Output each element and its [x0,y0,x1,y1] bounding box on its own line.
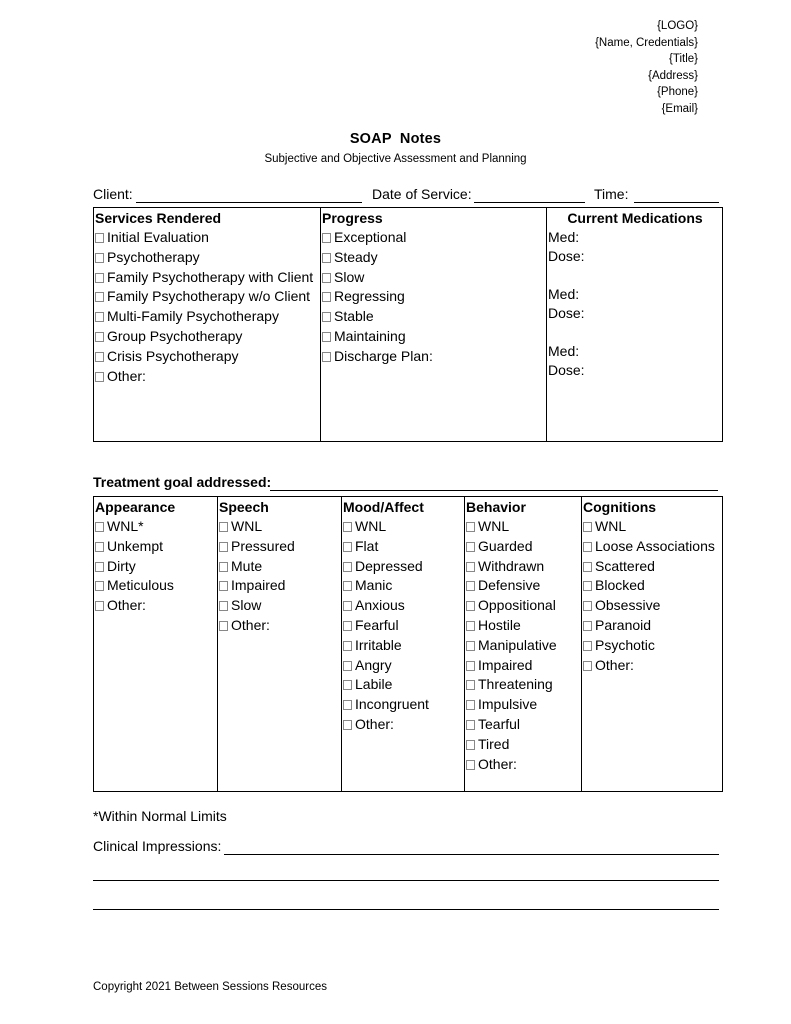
checkbox-icon[interactable] [343,641,352,651]
checkbox-icon[interactable] [343,601,352,611]
checkbox-item[interactable]: Guarded [466,537,581,557]
client-info-line [93,184,721,206]
impressions-continuation-line[interactable] [93,880,719,881]
checkbox-item[interactable]: Mute [219,557,341,577]
checkbox-icon[interactable] [322,233,331,243]
checkbox-icon[interactable] [343,720,352,730]
checkbox-item[interactable]: WNL* [95,517,217,537]
checkbox-item[interactable]: Angry [343,656,464,676]
checkbox-icon[interactable] [343,562,352,572]
checkbox-icon[interactable] [466,641,475,651]
page-title: SOAP Notes [349,131,442,147]
clinical-impressions-label: Clinical Impressions: [93,838,222,854]
checkbox-item[interactable]: Family Psychotherapy w/o Client [95,287,320,307]
checkbox-icon[interactable] [583,621,592,631]
medications-heading: Current Medications [567,210,703,226]
checkbox-item[interactable]: Hostile [466,616,581,636]
date-of-service-field[interactable] [474,202,585,203]
checkbox-icon[interactable] [219,601,228,611]
clinical-impressions-field[interactable] [224,854,719,855]
checkbox-item[interactable]: Irritable [343,636,464,656]
checkbox-icon[interactable] [219,562,228,572]
copyright-notice: Copyright 2021 Between Sessions Resources [93,981,327,993]
phone-placeholder: {Phone} [657,86,698,99]
checkbox-icon[interactable] [95,522,104,532]
checkbox-icon[interactable] [466,760,475,770]
checkbox-item[interactable]: Oppositional [466,596,581,616]
checkbox-item[interactable]: WNL [219,517,341,537]
med-label[interactable]: Med: [548,286,580,302]
checkbox-icon[interactable] [95,312,104,322]
checkbox-item[interactable]: Regressing [322,287,546,307]
checkbox-item[interactable]: Dirty [95,557,217,577]
practitioner-header [595,18,698,118]
checkbox-icon[interactable] [466,581,475,591]
checkbox-item[interactable]: Multi-Family Psychotherapy [95,307,320,327]
checkbox-icon[interactable] [95,372,104,382]
med-label[interactable]: Med: [548,229,580,245]
email-placeholder: {Email} [661,102,698,115]
checkbox-icon[interactable] [322,292,331,302]
impressions-continuation-line[interactable] [93,909,719,910]
checkbox-item[interactable]: Flat [343,537,464,557]
checkbox-item[interactable]: Steady [322,248,546,268]
checkbox-icon[interactable] [343,581,352,591]
name-credentials-placeholder: {Name, Credentials} [595,36,698,49]
checkbox-item[interactable]: WNL [583,517,722,537]
checkbox-item[interactable]: Manic [343,576,464,596]
checkbox-icon[interactable] [466,562,475,572]
checkbox-icon[interactable] [95,292,104,302]
services-heading: Services Rendered [95,210,222,226]
checkbox-icon[interactable] [466,661,475,671]
progress-heading: Progress [322,210,383,226]
checkbox-item[interactable]: WNL [343,517,464,537]
date-of-service-label: Date of Service: [372,186,472,202]
checkbox-item[interactable]: Blocked [583,576,722,596]
checkbox-icon[interactable] [95,581,104,591]
checkbox-item[interactable]: Defensive [466,576,581,596]
checkbox-icon[interactable] [466,720,475,730]
checkbox-item[interactable]: Psychotic [583,636,722,656]
checkbox-item[interactable]: Paranoid [583,616,722,636]
checkbox-item[interactable]: Meticulous [95,576,217,596]
treatment-goal-line [93,472,721,494]
checkbox-item[interactable]: Slow [322,268,546,288]
services-table [93,207,723,442]
checkbox-icon[interactable] [322,273,331,283]
checkbox-icon[interactable] [322,352,331,362]
cognitions-heading: Cognitions [583,499,657,515]
checkbox-icon[interactable] [466,542,475,552]
checkbox-item[interactable]: Other: [343,715,464,735]
checkbox-icon[interactable] [466,700,475,710]
checkbox-icon[interactable] [95,233,104,243]
checkbox-item[interactable]: Other: [95,596,217,616]
appearance-heading: Appearance [95,499,176,515]
checkbox-icon[interactable] [583,522,592,532]
clinical-impressions-line [93,836,721,858]
checkbox-item[interactable]: Maintaining [322,327,546,347]
checkbox-item[interactable]: Exceptional [322,228,546,248]
medications-column [547,208,723,442]
checkbox-item[interactable]: Impulsive [466,695,581,715]
checkbox-item[interactable]: Other: [219,616,341,636]
checkbox-item[interactable]: Group Psychotherapy [95,327,320,347]
progress-column [321,208,547,442]
checkbox-item[interactable]: Initial Evaluation [95,228,320,248]
checkbox-item[interactable]: Scattered [583,557,722,577]
checkbox-icon[interactable] [95,601,104,611]
checkbox-item[interactable]: Discharge Plan: [322,347,546,367]
checkbox-icon[interactable] [95,332,104,342]
checkbox-icon[interactable] [583,641,592,651]
page-subtitle: Subjective and Objective Assessment and Planning [264,153,527,165]
checkbox-item[interactable]: Loose Associations [583,537,722,557]
checkbox-item[interactable]: Impaired [466,656,581,676]
checkbox-icon[interactable] [95,352,104,362]
checkbox-item[interactable]: Withdrawn [466,557,581,577]
checkbox-icon[interactable] [583,581,592,591]
checkbox-icon[interactable] [466,740,475,750]
checkbox-icon[interactable] [343,661,352,671]
client-label: Client: [93,186,133,202]
checkbox-icon[interactable] [466,621,475,631]
checkbox-item[interactable]: Labile [343,675,464,695]
wnl-footnote: *Within Normal Limits [93,808,227,824]
checkbox-icon[interactable] [322,312,331,322]
checkbox-icon[interactable] [583,601,592,611]
checkbox-item[interactable]: Fearful [343,616,464,636]
address-placeholder: {Address} [648,69,698,82]
cognitions-column [582,497,723,792]
title-placeholder: {Title} [669,53,698,66]
dose-label[interactable]: Dose: [548,305,585,321]
speech-column [218,497,342,792]
checkbox-item[interactable]: Impaired [219,576,341,596]
checkbox-icon[interactable] [466,601,475,611]
behavior-column [465,497,582,792]
client-field[interactable] [136,202,362,203]
treatment-goal-field[interactable] [270,490,718,491]
checkbox-icon[interactable] [219,621,228,631]
checkbox-icon[interactable] [95,562,104,572]
checkbox-item[interactable]: Pressured [219,537,341,557]
checkbox-icon[interactable] [343,621,352,631]
checkbox-item[interactable]: Threatening [466,675,581,695]
checkbox-item[interactable]: Stable [322,307,546,327]
checkbox-item[interactable]: WNL [466,517,581,537]
checkbox-icon[interactable] [343,522,352,532]
checkbox-item[interactable]: Depressed [343,557,464,577]
treatment-goal-label: Treatment goal addressed: [93,474,272,490]
mood-affect-heading: Mood/Affect [343,499,424,515]
dose-label[interactable]: Dose: [548,362,585,378]
checkbox-icon[interactable] [219,542,228,552]
checkbox-item[interactable]: Psychotherapy [95,248,320,268]
checkbox-icon[interactable] [219,581,228,591]
checkbox-icon[interactable] [583,661,592,671]
checkbox-icon[interactable] [322,332,331,342]
checkbox-icon[interactable] [466,680,475,690]
checkbox-item[interactable]: Tearful [466,715,581,735]
checkbox-item[interactable]: Family Psychotherapy with Client [95,268,320,288]
appearance-column [94,497,218,792]
behavior-heading: Behavior [466,499,526,515]
checkbox-item[interactable]: Other: [95,367,320,387]
mental-status-table [93,496,723,792]
mood-affect-column [342,497,465,792]
logo-placeholder: {LOGO} [657,20,698,32]
med-label[interactable]: Med: [548,343,580,359]
time-field[interactable] [634,202,719,203]
checkbox-item[interactable]: Manipulative [466,636,581,656]
services-column [94,208,321,442]
checkbox-item[interactable]: Anxious [343,596,464,616]
checkbox-item[interactable]: Tired [466,735,581,755]
checkbox-item[interactable]: Slow [219,596,341,616]
checkbox-icon[interactable] [583,562,592,572]
checkbox-icon[interactable] [343,542,352,552]
checkbox-icon[interactable] [322,253,331,263]
checkbox-item[interactable]: Incongruent [343,695,464,715]
checkbox-item[interactable]: Other: [583,656,722,676]
speech-heading: Speech [219,499,269,515]
time-label: Time: [594,186,629,202]
checkbox-icon[interactable] [343,680,352,690]
checkbox-icon[interactable] [219,522,228,532]
checkbox-icon[interactable] [95,253,104,263]
checkbox-item[interactable]: Obsessive [583,596,722,616]
dose-label[interactable]: Dose: [548,248,585,264]
checkbox-icon[interactable] [343,700,352,710]
checkbox-item[interactable]: Other: [466,755,581,775]
checkbox-icon[interactable] [95,542,104,552]
checkbox-item[interactable]: Crisis Psychotherapy [95,347,320,367]
checkbox-item[interactable]: Unkempt [95,537,217,557]
checkbox-icon[interactable] [95,273,104,283]
checkbox-icon[interactable] [583,542,592,552]
checkbox-icon[interactable] [466,522,475,532]
